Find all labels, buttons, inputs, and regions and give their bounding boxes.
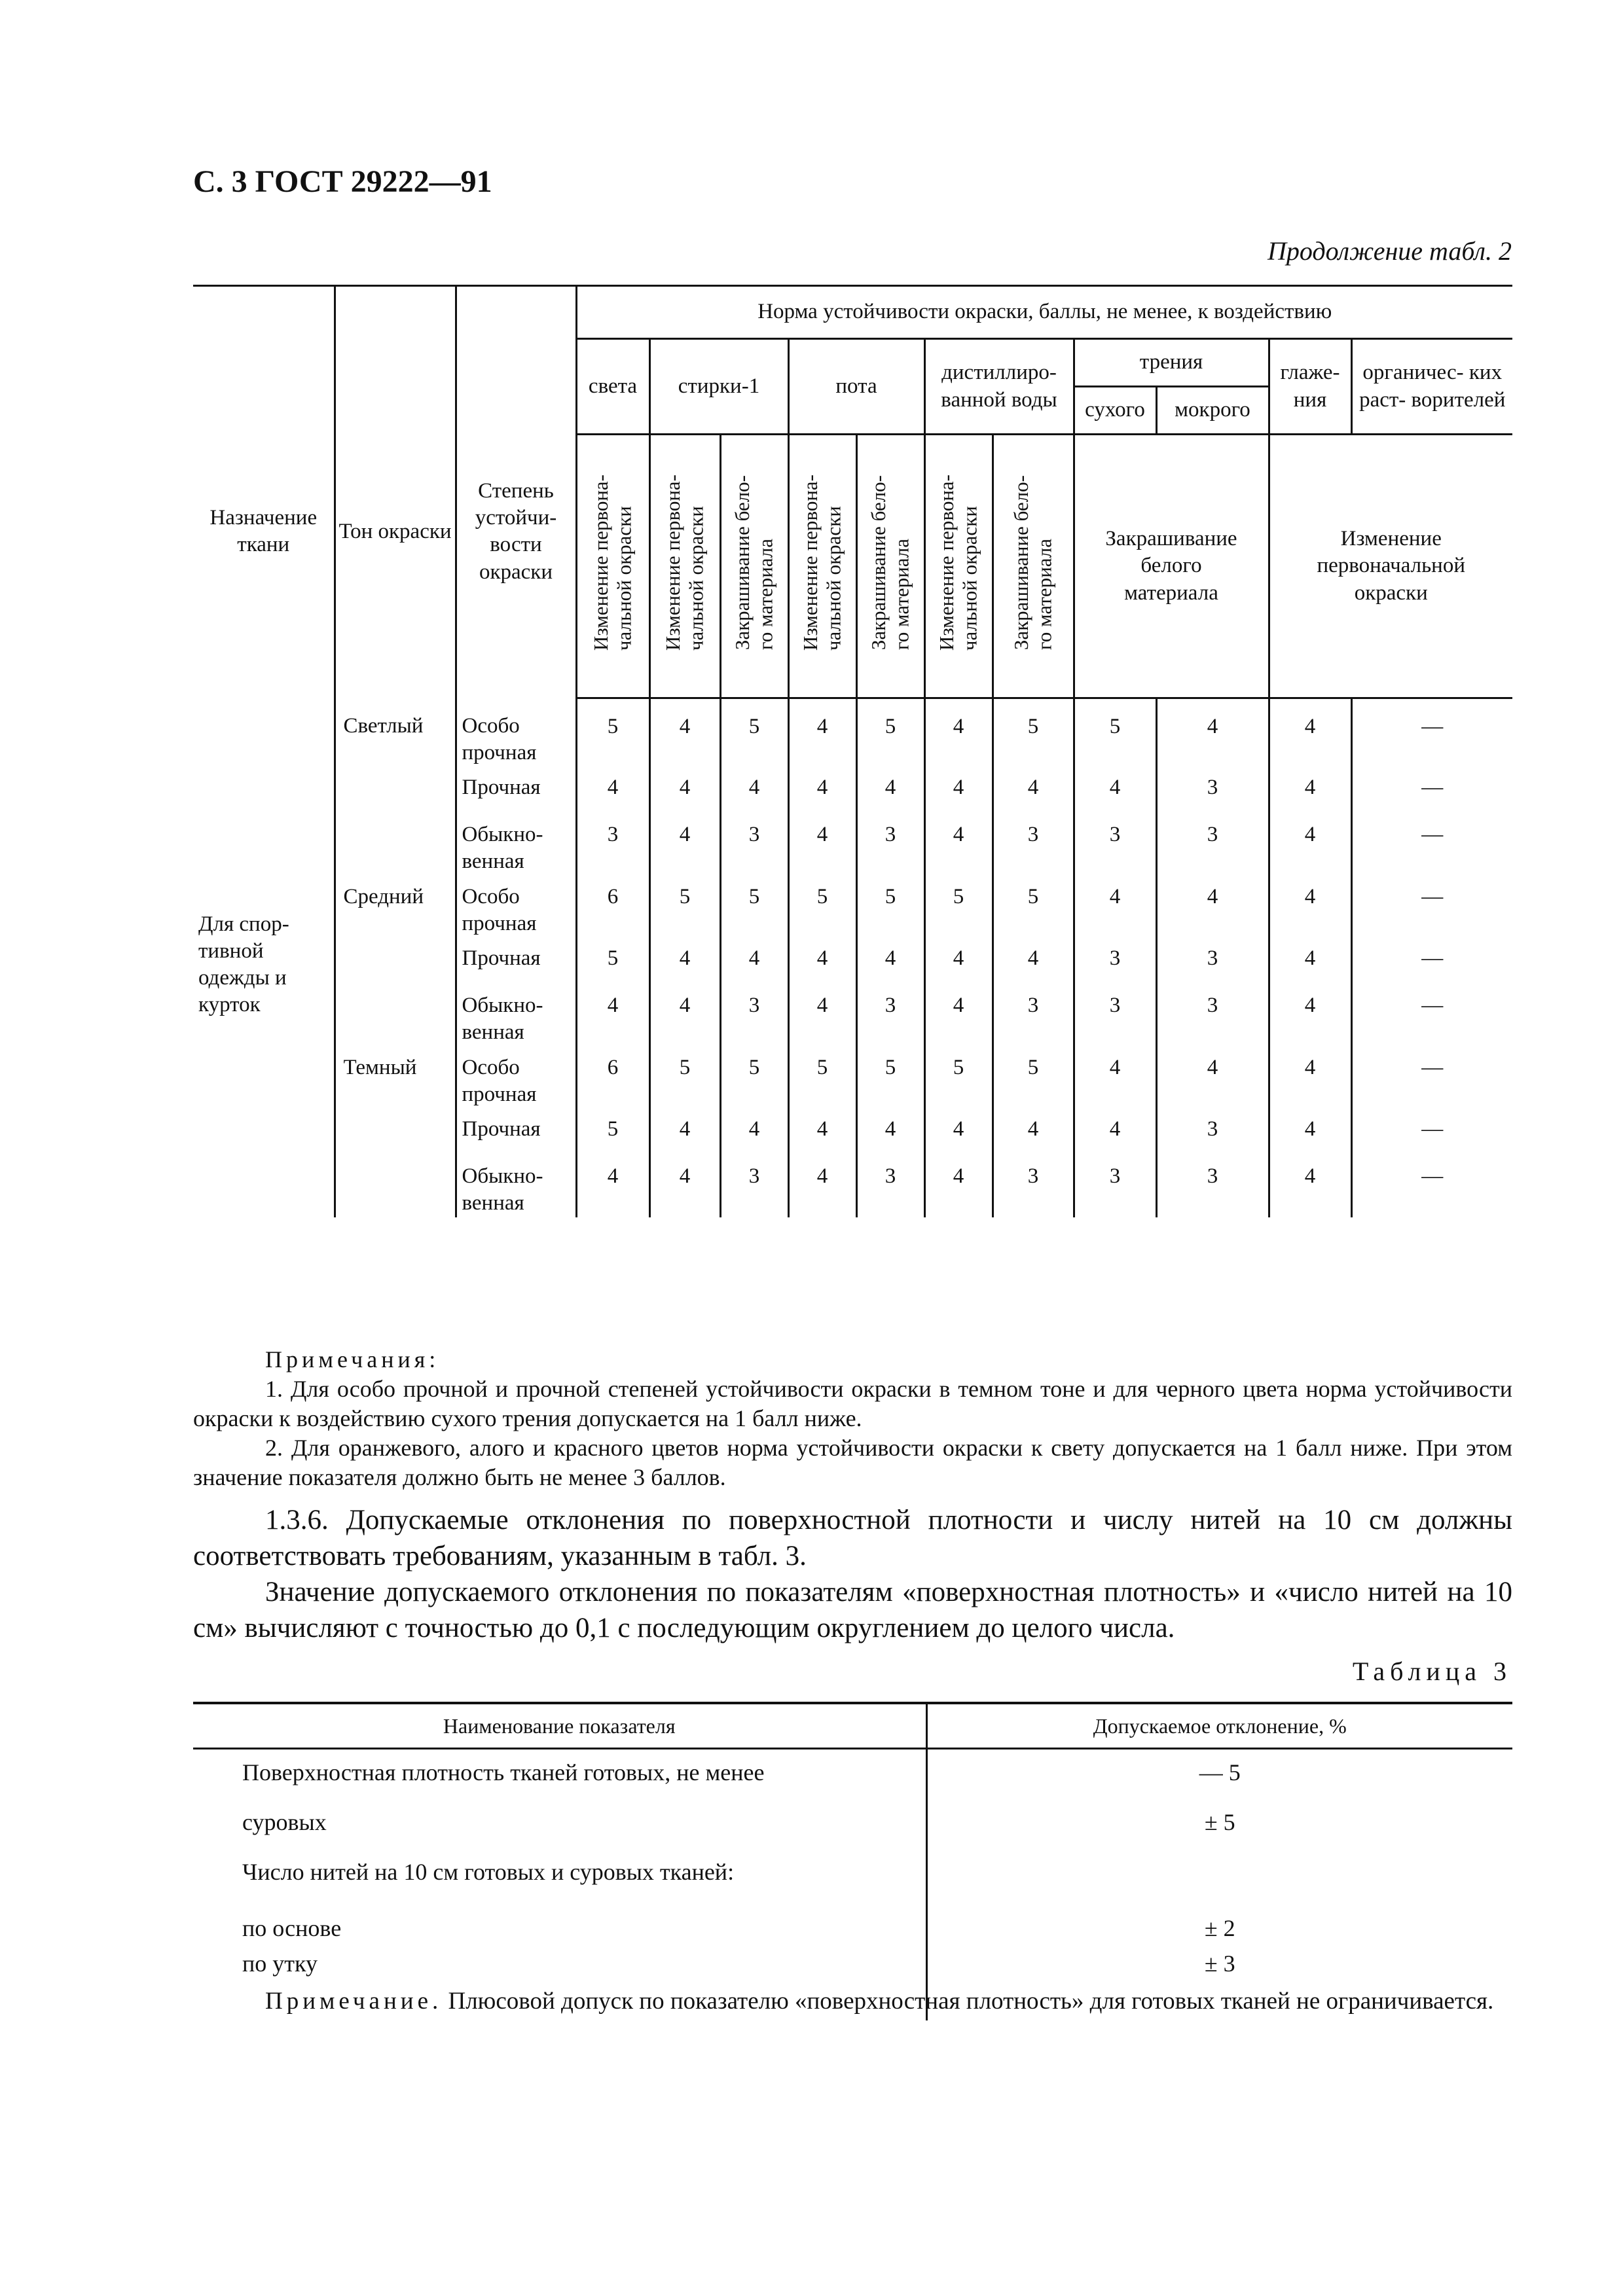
value-cell: 4: [649, 984, 720, 1047]
value-cell: 4: [649, 937, 720, 984]
value-cell: 4: [649, 814, 720, 876]
degree-cell: Особо прочная: [456, 1047, 576, 1109]
sub-water-change: Изменение первона- чальной окраски: [924, 435, 993, 698]
value-cell: —: [1351, 814, 1512, 876]
value-cell: 4: [576, 766, 649, 814]
group-wash: стирки-1: [649, 339, 788, 435]
t3-row-name: Поверхностная плотность тканей готовых, не менее: [242, 1759, 765, 1785]
sub-wash-stain: Закрашивание бело- го материала: [720, 435, 788, 698]
group-water: дистиллиро- ванной воды: [924, 339, 1074, 435]
value-cell: 4: [924, 937, 993, 984]
value-cell: 4: [1269, 1108, 1351, 1155]
value-cell: 3: [856, 1155, 924, 1217]
sub-friction-stain: Закрашивание белого материала: [1074, 435, 1269, 698]
value-cell: 3: [993, 1155, 1074, 1217]
value-cell: 5: [788, 876, 856, 938]
table-3-note: [193, 1986, 1512, 2017]
purpose-cell: Для спор- тивной одежды и курток: [198, 912, 289, 1017]
table-row: [193, 1047, 1512, 1109]
value-cell: —: [1351, 698, 1512, 767]
value-cell: 4: [1074, 876, 1156, 938]
t3-row-name: Число нитей на 10 см готовых и суровых тканей:: [242, 1859, 735, 1885]
value-cell: 3: [1074, 984, 1156, 1047]
degree-cell: Прочная: [456, 1108, 576, 1155]
degree-cell: Особо прочная: [456, 698, 576, 767]
group-friction-dry: сухого: [1074, 387, 1156, 435]
value-cell: 3: [1156, 766, 1269, 814]
value-cell: 6: [576, 876, 649, 938]
page-header: С. 3 ГОСТ 29222—91: [193, 164, 492, 199]
value-cell: 3: [1156, 814, 1269, 876]
notes-title: Примечания:: [265, 1346, 440, 1372]
value-cell: 4: [720, 937, 788, 984]
value-cell: 4: [788, 1108, 856, 1155]
table-2-notes: [193, 1345, 1512, 1492]
sub-iron-solvent-change: Изменение первоначальной окраски: [1269, 435, 1512, 698]
value-cell: 4: [856, 937, 924, 984]
table-row: [193, 876, 1512, 938]
t3-row-value: ± 5: [926, 1803, 1512, 1853]
value-cell: 4: [1269, 876, 1351, 938]
sub-sweat-change: Изменение первона- чальной окраски: [788, 435, 856, 698]
value-cell: 3: [720, 984, 788, 1047]
col-degree-header: Степень устойчи- вости окраски: [456, 286, 576, 698]
value-cell: 5: [993, 876, 1074, 938]
value-cell: 4: [649, 1108, 720, 1155]
t3-row-name: суровых: [242, 1809, 327, 1835]
value-cell: 3: [576, 814, 649, 876]
table-3-caption: Таблица 3: [1352, 1657, 1512, 1686]
value-cell: 4: [576, 984, 649, 1047]
value-cell: 4: [856, 1108, 924, 1155]
value-cell: 4: [924, 814, 993, 876]
value-cell: 4: [924, 1155, 993, 1217]
value-cell: 3: [1156, 1155, 1269, 1217]
degree-cell: Прочная: [456, 937, 576, 984]
value-cell: 4: [1074, 1108, 1156, 1155]
value-cell: 5: [856, 1047, 924, 1109]
group-friction-wet: мокрого: [1156, 387, 1269, 435]
sub-light-change: Изменение первона- чальной окраски: [576, 435, 649, 698]
value-cell: 4: [1156, 698, 1269, 767]
value-cell: 5: [856, 876, 924, 938]
value-cell: 4: [788, 937, 856, 984]
value-cell: 5: [576, 937, 649, 984]
table-3: [193, 1702, 1512, 2020]
value-cell: 4: [1074, 766, 1156, 814]
value-cell: 3: [993, 814, 1074, 876]
value-cell: 3: [1074, 1155, 1156, 1217]
value-cell: 4: [1269, 814, 1351, 876]
value-cell: 5: [649, 1047, 720, 1109]
value-cell: 4: [649, 766, 720, 814]
group-light: света: [576, 339, 649, 435]
tone-cell: Средний: [335, 876, 456, 1047]
value-cell: 4: [788, 984, 856, 1047]
value-cell: 4: [1156, 1047, 1269, 1109]
value-cell: 5: [576, 698, 649, 767]
t3-row-value: ± 2: [926, 1909, 1512, 1945]
degree-cell: Обыкно- венная: [456, 1155, 576, 1217]
note-lead: Примечание.: [265, 1988, 443, 2015]
value-cell: 3: [1156, 937, 1269, 984]
group-solvent: органичес- ких раст- ворителей: [1351, 339, 1512, 435]
col-tone-header: Тон окраски: [335, 286, 456, 698]
group-sweat: пота: [788, 339, 924, 435]
value-cell: 5: [720, 876, 788, 938]
t3-row-value: ± 3: [926, 1945, 1512, 2020]
value-cell: 4: [788, 1155, 856, 1217]
value-cell: 3: [1156, 984, 1269, 1047]
value-cell: 4: [1269, 1155, 1351, 1217]
value-cell: 4: [993, 1108, 1074, 1155]
value-cell: 4: [576, 1155, 649, 1217]
value-cell: 3: [856, 984, 924, 1047]
table-row: [193, 698, 1512, 767]
tone-cell: Светлый: [335, 698, 456, 876]
t3-header-deviation: Допускаемое отклонение, %: [926, 1703, 1512, 1749]
value-cell: 4: [993, 766, 1074, 814]
value-cell: 5: [720, 698, 788, 767]
value-cell: 3: [1074, 937, 1156, 984]
value-cell: —: [1351, 1047, 1512, 1109]
value-cell: 5: [788, 1047, 856, 1109]
value-cell: 6: [576, 1047, 649, 1109]
degree-cell: Особо прочная: [456, 876, 576, 938]
value-cell: 4: [924, 766, 993, 814]
value-cell: 5: [924, 876, 993, 938]
value-cell: 4: [856, 766, 924, 814]
value-cell: —: [1351, 937, 1512, 984]
value-cell: 3: [856, 814, 924, 876]
value-cell: 4: [924, 698, 993, 767]
note-1: 1. Для особо прочной и прочной степеней устойчивости окраски в темном тоне и для черного цвета норма устойчивости окраски к воздействию сухого трения допускается на 1 балл ниже.: [193, 1376, 1512, 1431]
value-cell: 5: [993, 698, 1074, 767]
value-cell: —: [1351, 876, 1512, 938]
value-cell: 5: [993, 1047, 1074, 1109]
value-cell: 5: [649, 876, 720, 938]
value-cell: 5: [576, 1108, 649, 1155]
norm-header: Норма устойчивости окраски, баллы, не менее, к воздействию: [576, 286, 1512, 339]
value-cell: 4: [924, 1108, 993, 1155]
paragraph-deviation-calc: Значение допускаемого отклонения по показателям «поверхностная плотность» и «число нитей на 10 см» вычисляют с точностью до 0,1 с последующим округлением до целого числа.: [193, 1577, 1512, 1644]
t3-row-value: [926, 1853, 1512, 1909]
sub-wash-change: Изменение первона- чальной окраски: [649, 435, 720, 698]
col-purpose-header: Назначение ткани: [193, 286, 335, 698]
value-cell: 3: [1156, 1108, 1269, 1155]
value-cell: 5: [1074, 698, 1156, 767]
value-cell: 4: [788, 814, 856, 876]
value-cell: 3: [720, 1155, 788, 1217]
value-cell: 4: [924, 984, 993, 1047]
value-cell: 5: [856, 698, 924, 767]
table-2: [193, 285, 1512, 1217]
value-cell: 4: [1156, 876, 1269, 938]
value-cell: 3: [720, 814, 788, 876]
value-cell: 4: [720, 1108, 788, 1155]
t3-header-name: Наименование показателя: [193, 1703, 926, 1749]
value-cell: 3: [993, 984, 1074, 1047]
value-cell: 5: [924, 1047, 993, 1109]
value-cell: —: [1351, 766, 1512, 814]
value-cell: 3: [1074, 814, 1156, 876]
value-cell: 4: [1074, 1047, 1156, 1109]
tone-cell: Темный: [335, 1047, 456, 1217]
value-cell: —: [1351, 1108, 1512, 1155]
value-cell: 4: [649, 698, 720, 767]
value-cell: 4: [720, 766, 788, 814]
value-cell: 4: [649, 1155, 720, 1217]
value-cell: 4: [1269, 766, 1351, 814]
group-friction: трения: [1074, 339, 1269, 387]
note-text: Плюсовой допуск по показателю «поверхностная плотность» для готовых тканей не ограничивается.: [448, 1988, 1494, 2015]
degree-cell: Обыкно- венная: [456, 984, 576, 1047]
group-iron: глаже- ния: [1269, 339, 1351, 435]
degree-cell: Прочная: [456, 766, 576, 814]
value-cell: 4: [788, 766, 856, 814]
value-cell: 4: [1269, 937, 1351, 984]
value-cell: 4: [1269, 698, 1351, 767]
paragraph-1-3-6: 1.3.6. Допускаемые отклонения по поверхностной плотности и числу нитей на 10 см должны соответствовать требованиям, указанным в табл. 3.: [193, 1505, 1512, 1572]
value-cell: 5: [720, 1047, 788, 1109]
value-cell: 4: [993, 937, 1074, 984]
value-cell: 4: [788, 698, 856, 767]
degree-cell: Обыкно- венная: [456, 814, 576, 876]
t3-row-value: — 5: [926, 1749, 1512, 1804]
value-cell: 4: [1269, 1047, 1351, 1109]
value-cell: —: [1351, 1155, 1512, 1217]
sub-water-stain: Закрашивание бело- го материала: [993, 435, 1074, 698]
note-2: 2. Для оранжевого, алого и красного цветов норма устойчивости окраски к свету допускается на 1 балл ниже. При этом значение показателя должно быть не менее 3 баллов.: [193, 1435, 1512, 1490]
sub-sweat-stain: Закрашивание бело- го материала: [856, 435, 924, 698]
table-continuation-caption: Продолжение табл. 2: [1267, 236, 1512, 266]
value-cell: —: [1351, 984, 1512, 1047]
value-cell: 4: [1269, 984, 1351, 1047]
t3-row-name: по утку: [242, 1950, 318, 1977]
t3-row-name: по основе: [242, 1915, 342, 1941]
